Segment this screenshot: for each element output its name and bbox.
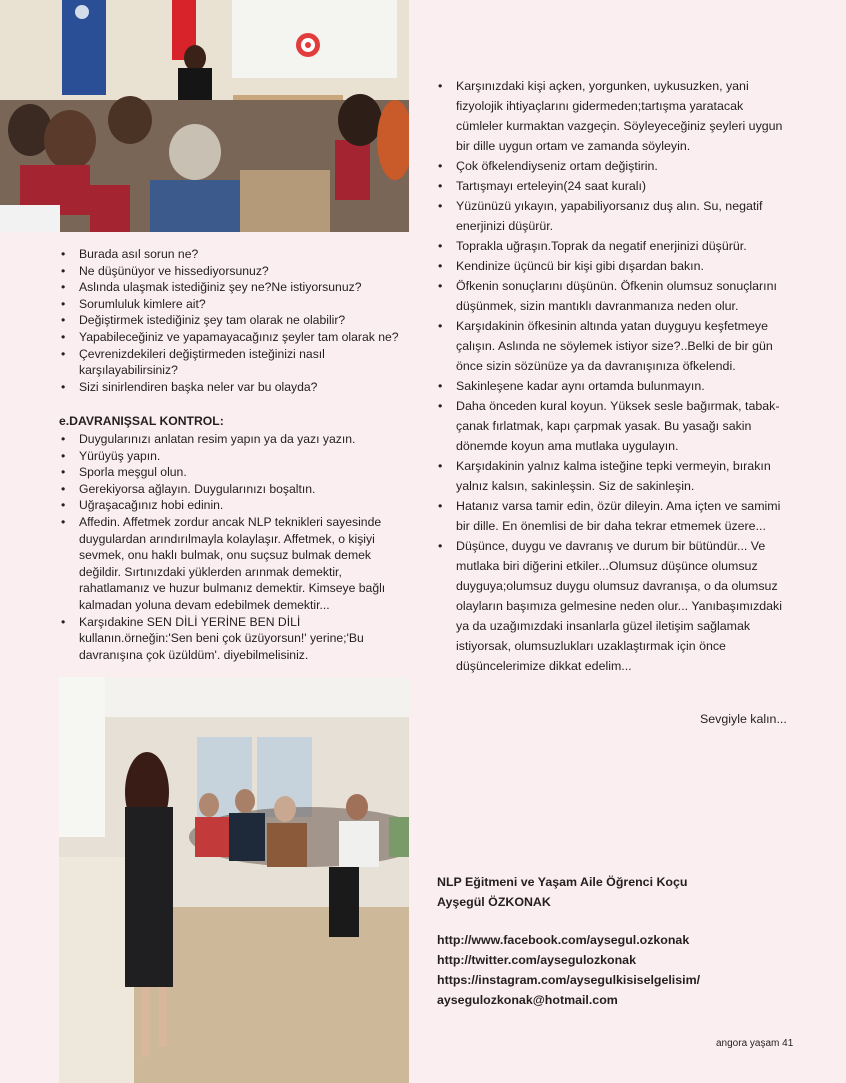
list-item: • Yürüyüş yapın. bbox=[59, 448, 404, 465]
list-item: • Karşıdakinin öfkesinin altında yatan duyguyu keşfetmeye çalışın. Aslında ne söylemek istiyor size?..Belki de bir gün önce sizin sözünüze ya da davranışınıza öfkelendi. bbox=[436, 316, 786, 376]
list-item: • Yüzünüzü yıkayın, yapabiliyorsanız duş alın. Su, negatif enerjinizi düşürür. bbox=[436, 196, 786, 236]
list-item: • Duygularınızı anlatan resim yapın ya da yazı yazın. bbox=[59, 431, 404, 448]
list-item: • Ne düşünüyor ve hissediyorsunuz? bbox=[59, 263, 404, 280]
instagram-link[interactable]: https://instagram.com/aysegulkisiselgelisim/ bbox=[437, 973, 701, 987]
list-item: • Çok öfkelendiyseniz ortam değiştirin. bbox=[436, 156, 786, 176]
list-item: • Düşünce, duygu ve davranış ve durum bir bütündür... Ve mutlaka biri diğerini etkiler...Olumsuz düşünce olumsuz duyguya;olumsuz duygu olumsuz davranışa, o da olumsuz olayların başımıza gelmesine neden olur... Yanıbaşımızdaki ya da uzağımızdaki insanlarla güzel iletişim sağlamak istiyorsak, olumsuzlukları uzaklaştırmak için önce düşüncelerimize dikkat edelim... bbox=[436, 536, 786, 676]
list-item: • Daha önceden kural koyun. Yüksek sesle bağırmak, tabak-çanak fırlatmak, kapı çarpmak yasak. Bu yasağı sakin dönemde koyun ama mutlaka uygulayın. bbox=[436, 396, 786, 456]
list-item: • Sizi sinirlendiren başka neler var bu olayda? bbox=[59, 379, 404, 396]
list-item: • Karşıdakine SEN DİLİ YERİNE BEN DİLİ kullanın.örneğin:'Sen beni çok üzüyorsun!' yerine;'Bu davranışına çok üzüldüm'. diyebilmelisiniz. bbox=[59, 614, 404, 664]
author-title: NLP Eğitmeni ve Yaşam Aile Öğrenci Koçu bbox=[437, 875, 688, 889]
list-item: • Kendinize üçüncü bir kişi gibi dışardan bakın. bbox=[436, 256, 786, 276]
list-item: • Sakinleşene kadar aynı ortamda bulunmayın. bbox=[436, 376, 786, 396]
twitter-link[interactable]: http://twitter.com/aysegulozkonak bbox=[437, 953, 636, 967]
list-item: • Karşınızdaki kişi açken, yorgunken, uykusuzken, yani fizyolojik ihtiyaçlarını gidermeden;tartışma yaratacak cümleler kurmaktan vazgeçin. Söyleyeceğiniz şeyleri uygun bir dille uygun ortam ve zamanda söyleyin. bbox=[436, 76, 786, 156]
list-item: • Aslında ulaşmak istediğiniz şey ne?Ne istiyorsunuz? bbox=[59, 279, 404, 296]
seminar-photo-top bbox=[0, 0, 409, 232]
list-item: • Affedin. Affetmek zordur ancak NLP teknikleri sayesinde duygulardan arındırılmayla kolaylaşır. Affetmek, o kişiyi sevmek, onu haklı bulmak, onu suçsuz bulmak demek değildir. Sırtınızdaki yüklerden arınmak demektir, rahatlamanız ve huzur bulmanız demektir. Kimseye bağlı kalmadan yoluna devam edebilmek demektir... bbox=[59, 514, 404, 614]
list-item: • Toprakla uğraşın.Toprak da negatif enerjinizi düşürür. bbox=[436, 236, 786, 256]
list-item: • Hatanız varsa tamir edin, özür dileyin. Ama içten ve samimi bir dille. En önemlisi de bir daha tekrar etmemek üzere... bbox=[436, 496, 786, 536]
author-name: Ayşegül ÖZKONAK bbox=[437, 895, 551, 909]
question-list bbox=[59, 246, 404, 395]
page-number: 41 bbox=[782, 1038, 794, 1049]
advice-list bbox=[436, 76, 786, 676]
behavior-list bbox=[59, 431, 404, 663]
list-item: • Gerekiyorsa ağlayın. Duygularınızı boşaltın. bbox=[59, 481, 404, 498]
list-item: • Çevrenizdekileri değiştirmeden isteğinizi nasıl karşılayabilirsiniz? bbox=[59, 346, 404, 379]
list-item: • Karşıdakinin yalnız kalma isteğine tepki vermeyin, bırakın yalnız kalsın, sakinleşsin. Siz de sakinleşin. bbox=[436, 456, 786, 496]
list-item: • Yapabileceğiniz ve yapamayacağınız şeyler tam olarak ne? bbox=[59, 329, 404, 346]
magazine-name: angora yaşam bbox=[716, 1038, 780, 1049]
section-heading: e.DAVRANIŞSAL KONTROL: bbox=[59, 414, 224, 428]
author-block bbox=[437, 872, 687, 912]
signoff: Sevgiyle kalın... bbox=[700, 712, 787, 726]
email-link[interactable]: aysegulozkonak@hotmail.com bbox=[437, 993, 618, 1007]
seminar-photo-bottom bbox=[59, 677, 409, 1083]
list-item: • Burada asıl sorun ne? bbox=[59, 246, 404, 263]
list-item: • Sporla meşgul olun. bbox=[59, 464, 404, 481]
page-footer bbox=[716, 1038, 793, 1049]
list-item: • Uğraşacağınız hobi edinin. bbox=[59, 497, 404, 514]
list-item: • Öfkenin sonuçlarını düşünün. Öfkenin olumsuz sonuçlarını düşünmek, sizin mantıklı davranmanıza neden olur. bbox=[436, 276, 786, 316]
contact-links bbox=[437, 930, 700, 1010]
list-item: • Tartışmayı erteleyin(24 saat kuralı) bbox=[436, 176, 786, 196]
list-item: • Sorumluluk kimlere ait? bbox=[59, 296, 404, 313]
list-item: • Değiştirmek istediğiniz şey tam olarak ne olabilir? bbox=[59, 312, 404, 329]
facebook-link[interactable]: http://www.facebook.com/aysegul.ozkonak bbox=[437, 933, 690, 947]
